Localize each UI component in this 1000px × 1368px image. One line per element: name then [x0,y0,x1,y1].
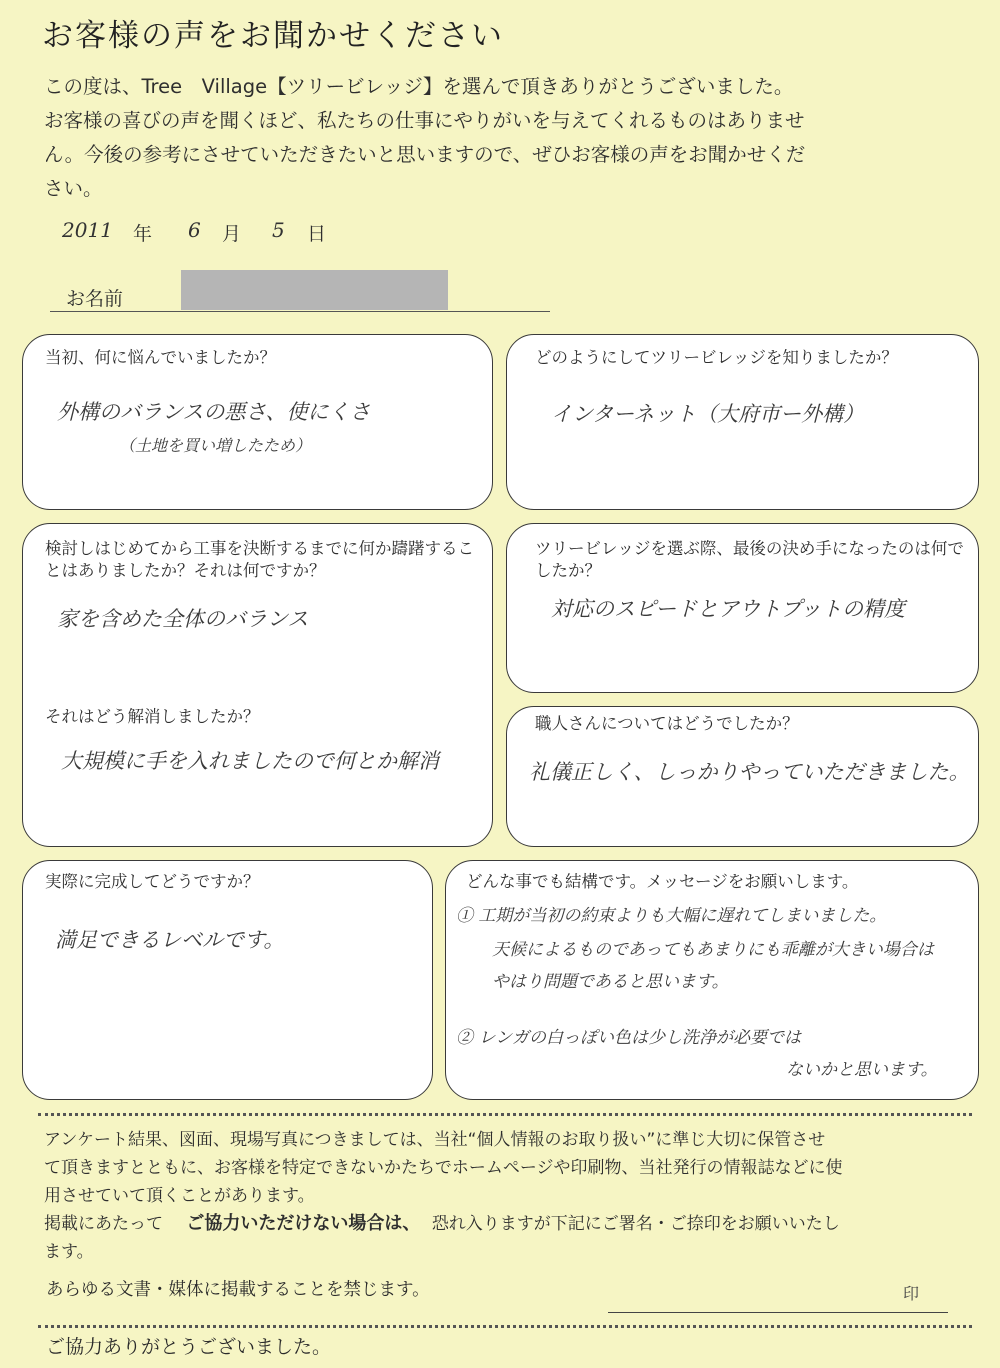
date-month: 6 [188,218,201,242]
notice-text [44,1126,969,1266]
craftsmen-question: 職人さんについてはどうでしたか？ [535,714,799,733]
how-found-question: どのようにしてツリービレッジを知りましたか？ [535,348,898,367]
completion-answer: 満足できるレベルです。 [55,928,285,952]
date-year-label: 年 [133,223,153,245]
hesitation-question: 検討しはじめてから工事を決断するまでに何か躊躇することはありましたか？それは何ですか？ [45,539,474,580]
notice-line: 用させていて頂くことがあります。 [44,1186,315,1206]
worry-answer-note: （土地を買い増したため） [119,436,312,455]
decision-answer: 対応のスピードとアウトプットの精度 [551,597,906,621]
message-line: ないかと思います。 [786,1060,938,1080]
name-underline [50,311,550,312]
notice-lead: 掲載にあたって [44,1214,163,1234]
name-redaction [181,270,448,310]
decision-question: ツリービレッジを選ぶ際、最後の決め手になったのは何でしたか？ [535,539,964,580]
message-line: 天候によるものであってもあまりにも乖離が大きい場合は [492,940,934,960]
craftsmen-answer: 礼儀正しく、しっかりやっていただきました。 [529,760,970,784]
prohibit-statement: あらゆる文書・媒体に掲載することを禁じます。 [46,1280,430,1300]
name-label: お名前 [66,288,124,310]
message-question: どんな事でも結構です。メッセージをお願いします。 [466,872,859,891]
completion-question: 実際に完成してどうですか？ [45,872,260,891]
intro-line: ん。今後の参考にさせていただきたいと思いますので、ぜひお客様の声をお聞かせくだ [44,143,806,166]
resolved-question: それはどう解消しましたか？ [45,707,260,726]
divider [38,1113,972,1116]
signature-line [608,1312,948,1313]
seal-mark: 印 [903,1284,920,1303]
craftsmen-box [506,706,979,847]
message-line: やはり問題であると思います。 [492,972,729,992]
intro-line: この度は、Tree Village【ツリービレッジ】を選んで頂きありがとうございました。 [44,75,794,98]
thanks-text: ご協力ありがとうございました。 [46,1336,332,1358]
message-line: ① 工期が当初の約束よりも大幅に遅れてしまいました。 [456,906,887,926]
worry-answer: 外構のバランスの悪さ、使にくさ [57,400,371,424]
page-title: お客様の声をお聞かせください [42,18,504,54]
notice-line [44,1210,969,1238]
hesitation-answer: 家を含めた全体のバランス [57,607,309,631]
date-day-label: 日 [307,223,327,245]
date-day: 5 [272,218,285,242]
intro-text [44,70,964,206]
hesitation-box [22,523,493,847]
message-box [445,860,979,1100]
notice-line: アンケート結果、図面、現場写真につきましては、当社“個人情報のお取り扱い”に準じ大切に保管させ [44,1130,826,1150]
notice-request: 恐れ入りますが下記にご署名・ご捺印をお願いいたし [431,1214,840,1234]
message-line: ② レンガの白っぽい色は少し洗浄が必要では [456,1028,801,1048]
intro-line: さい。 [44,177,103,200]
decision-box [506,523,979,693]
worry-question: 当初、何に悩んでいましたか？ [45,348,276,367]
date-month-label: 月 [222,223,242,245]
intro-line: お客様の喜びの声を聞くほど、私たちの仕事にやりがいを与えてくれるものはありませ [44,109,805,132]
date-year: 2011 [62,218,113,242]
resolved-answer: 大規模に手を入れましたので何とか解消 [61,749,439,773]
completion-box [22,860,433,1100]
notice-line: て頂きますとともに、お客様を特定できないかたちでホームページや印刷物、当社発行の情報誌などに使 [44,1158,843,1178]
how-found-box [506,334,979,510]
notice-line: ます。 [44,1242,94,1262]
divider [38,1325,972,1328]
notice-emphasis: ご協力いただけない場合は、 [186,1213,421,1234]
worry-box [22,334,493,510]
how-found-answer: インターネット（大府市ー外構） [551,402,865,426]
